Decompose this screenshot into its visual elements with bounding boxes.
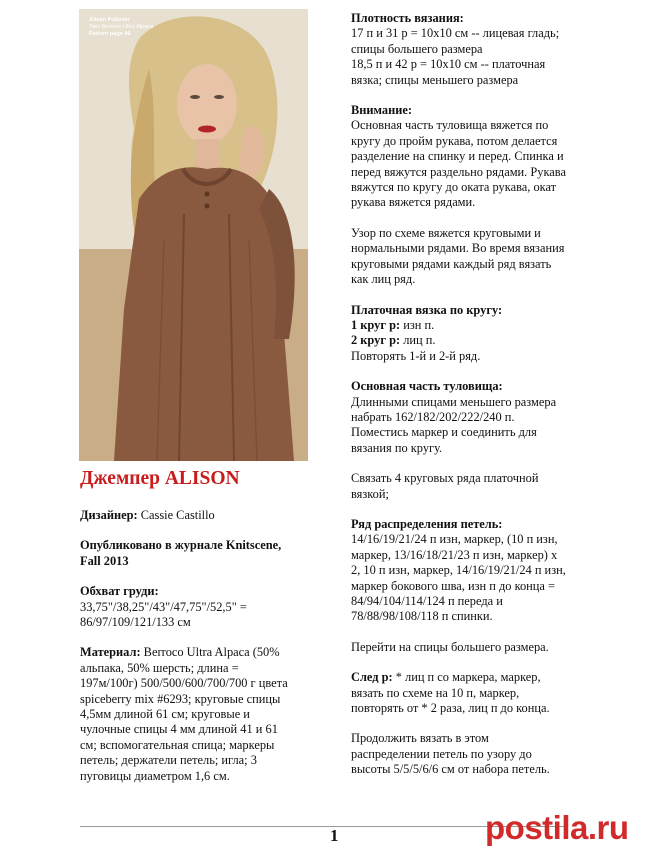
garter-row-label: 1 круг р: [351,317,401,332]
switch-needles: Перейти на спицы большего размера. [351,639,549,654]
attention-line: Узор по схеме вяжется круговыми и [351,225,541,240]
distribution-line: маркер, 13/16/18/21/23 п изн, маркер) x [351,547,558,562]
model-photo [79,9,308,461]
distribution-section [351,517,601,625]
distribution-line: маркер бокового шва, изн п до конца = [351,578,556,593]
body-line: набрать 162/182/202/222/240 п. [351,409,515,424]
attention-line: нормальными рядами. Во время вязания [351,241,565,256]
attention-line: разделение на спинку и перед. Спинка и [351,149,564,164]
body-paragraph-2 [351,471,601,502]
body-line: Связать 4 круговых ряда платочной [351,471,539,486]
chest-label: Обхват груди: [80,584,159,599]
distribution-heading: Ряд распределения петель: [351,516,503,531]
material-line: 4,5мм длиной 61 см; круговые и [80,707,250,722]
right-column [351,11,601,793]
gauge-section [351,11,601,88]
garter-repeat: Повторять 1-й и 2-й ряд. [351,348,481,363]
left-column [80,468,320,799]
material-label: Материал: [80,645,141,660]
continue-section [351,731,601,777]
designer-line [80,508,320,523]
continue-line: распределении петель по узору до [351,746,532,761]
next-row-line: вязать по схеме на 10 п, маркер, [351,685,520,700]
gauge-line: 17 п и 31 р = 10x10 см -- лицевая гладь; [351,26,560,41]
garter-row-text: лиц п. [400,333,436,348]
gauge-line: спицы большего размера [351,41,483,56]
attention-line: рукава вяжется рядами. [351,195,476,210]
watermark-text: postila.ru [485,809,629,846]
attention-line: кругу до пройм рукава, потом делается [351,133,558,148]
model-photo-illustration [79,9,308,461]
distribution-line: 2, 10 п изн, маркер, 14/16/19/21/24 п изн, [351,563,566,578]
attention-line: как лиц ряд. [351,272,416,287]
body-line: Поместись маркер и соединить для [351,425,537,440]
material-section [80,645,320,784]
attention-paragraph-2 [351,226,601,288]
garter-section [351,303,601,365]
gauge-line: 18,5 п и 42 р = 10x10 см -- платочная [351,57,546,72]
next-row-line: повторять от * 2 раза, лиц п до конца. [351,701,550,716]
material-first-line [80,645,320,660]
designer-label: Дизайнер: [80,508,138,522]
body-line: вязкой; [351,486,389,501]
garter-row-1 [351,318,601,333]
next-row-line: * лиц п со маркера, маркер, [392,670,541,685]
next-row-first-line [351,670,601,685]
photo-caption-line: Alison Pullover [89,17,130,23]
photo-caption-line: Yarn Berroco Ultra Alpaca [89,24,154,30]
garter-row-text: изн п. [400,317,435,332]
body-line: вязания по кругу. [351,440,443,455]
gauge-line: вязка; спицы меньшего размера [351,72,519,87]
garter-row-2 [351,333,601,348]
material-line: альпака, 50% шерсть; длина = [80,660,239,675]
material-line: 197м/100г) 500/500/600/700/700 г цвета [80,676,288,691]
next-row-label: След р: [351,670,393,685]
attention-line: Основная часть туловища вяжется по [351,118,549,133]
published-line: Fall 2013 [80,553,129,568]
material-line: пуговицы диаметром 1,6 см. [80,768,230,783]
body-section [351,379,601,456]
pattern-title: Джемпер ALISON [80,468,240,489]
photo-caption [89,17,153,38]
material-line: Berroco Ultra Alpaca (50% [140,645,280,660]
chest-line: 86/97/109/121/133 см [80,615,191,630]
continue-line: Продолжить вязать в этом [351,731,489,746]
garter-row-label: 2 круг р: [351,333,401,348]
attention-line: перед вяжутся раздельно рядами. Рукава [351,164,566,179]
material-line: spiceberry mix #6293; круговые спицы [80,691,281,706]
distribution-line: 14/16/19/21/24 п изн, маркер, (10 п изн, [351,532,558,547]
material-line: см; вспомогательная спица; маркеры [80,737,275,752]
garter-heading: Платочная вязка по кругу: [351,302,503,317]
next-row-section [351,670,601,716]
attention-section [351,103,601,211]
material-line: петель; держатели петель; игла; 3 [80,753,257,768]
attention-line: круговыми рядами каждый ряд вязать [351,256,552,271]
published-info [80,538,320,569]
chest-line: 33,75"/38,25"/43"/47,75"/52,5" = [80,599,247,614]
photo-caption-line: Pattern page 46 [89,31,131,37]
gauge-heading: Плотность вязания: [351,11,464,25]
material-line: чулочные спицы 4 мм длиной 41 и 61 [80,722,278,737]
published-line: Опубликовано в журнале Knitscene, [80,538,282,553]
attention-heading: Внимание: [351,103,412,118]
body-heading: Основная часть туловища: [351,379,503,394]
distribution-line: 78/88/98/108/118 п спинки. [351,609,493,624]
attention-line: вяжутся по кругу до оката рукава, окат [351,180,557,195]
designer-value: Cassie Castillo [137,508,215,522]
chest-section [80,584,320,630]
continue-line: высоты 5/5/5/6/6 см от набора петель. [351,762,550,777]
body-line: Длинными спицами меньшего размера [351,394,557,409]
distribution-line: 84/94/104/114/124 п переда и [351,594,503,608]
page-number: 1 [330,826,339,845]
